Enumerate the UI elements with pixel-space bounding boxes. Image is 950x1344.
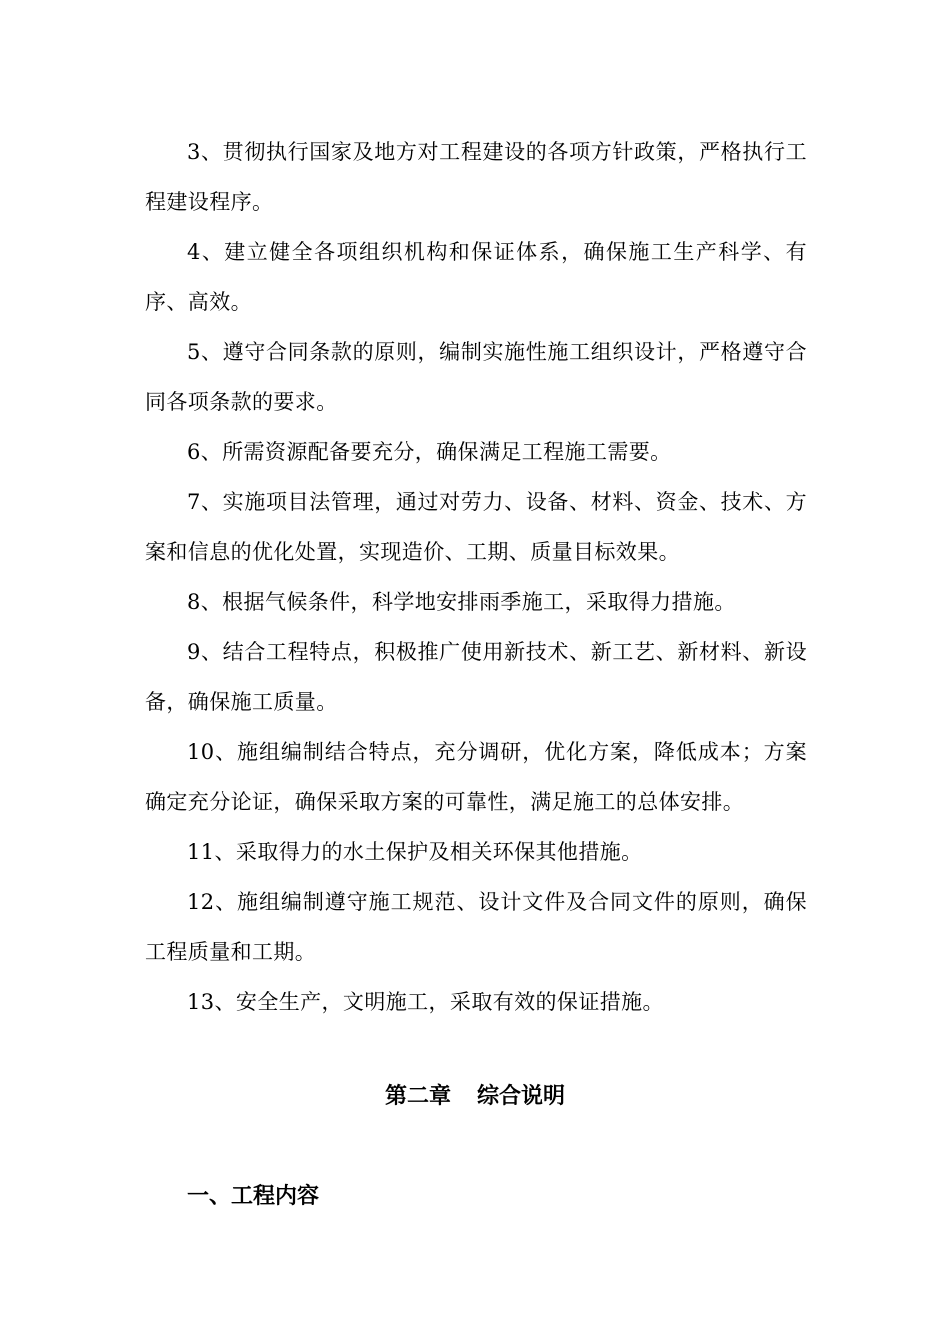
paragraph-item-12: 12、施组编制遵守施工规范、设计文件及合同文件的原则，确保工程质量和工期。 [145, 890, 807, 964]
chapter-number: 第二章 [384, 1084, 451, 1109]
paragraph-item-8: 8、根据气候条件，科学地安排雨季施工，采取得力措施。 [187, 590, 736, 614]
section-heading: 一、工程内容 [187, 1184, 320, 1209]
paragraph-item-7: 7、实施项目法管理，通过对劳力、设备、材料、资金、技术、方案和信息的优化处置，实现造价、工期、质量目标效果。 [145, 490, 807, 564]
paragraph-item-9: 9、结合工程特点，积极推广使用新技术、新工艺、新材料、新设备，确保施工质量。 [145, 640, 807, 714]
paragraph-item-4: 4、建立健全各项组织机构和保证体系，确保施工生产科学、有序、高效。 [145, 240, 807, 314]
paragraph-item-10: 10、施组编制结合特点，充分调研，优化方案，降低成本；方案确定充分论证，确保采取方案的可靠性，满足施工的总体安排。 [145, 740, 807, 814]
paragraph-item-5: 5、遵守合同条款的原则，编制实施性施工组织设计，严格遵守合同各项条款的要求。 [145, 340, 807, 414]
paragraph-item-6: 6、所需资源配备要充分，确保满足工程施工需要。 [187, 440, 672, 464]
paragraph-item-3: 3、贯彻执行国家及地方对工程建设的各项方针政策，严格执行工程建设程序。 [145, 140, 807, 214]
chapter-title: 综合说明 [477, 1084, 566, 1109]
paragraph-item-11: 11、采取得力的水土保护及相关环保其他措施。 [187, 840, 643, 864]
chapter-heading [0, 1077, 950, 1117]
paragraph-item-13: 13、安全生产，文明施工，采取有效的保证措施。 [187, 990, 664, 1014]
